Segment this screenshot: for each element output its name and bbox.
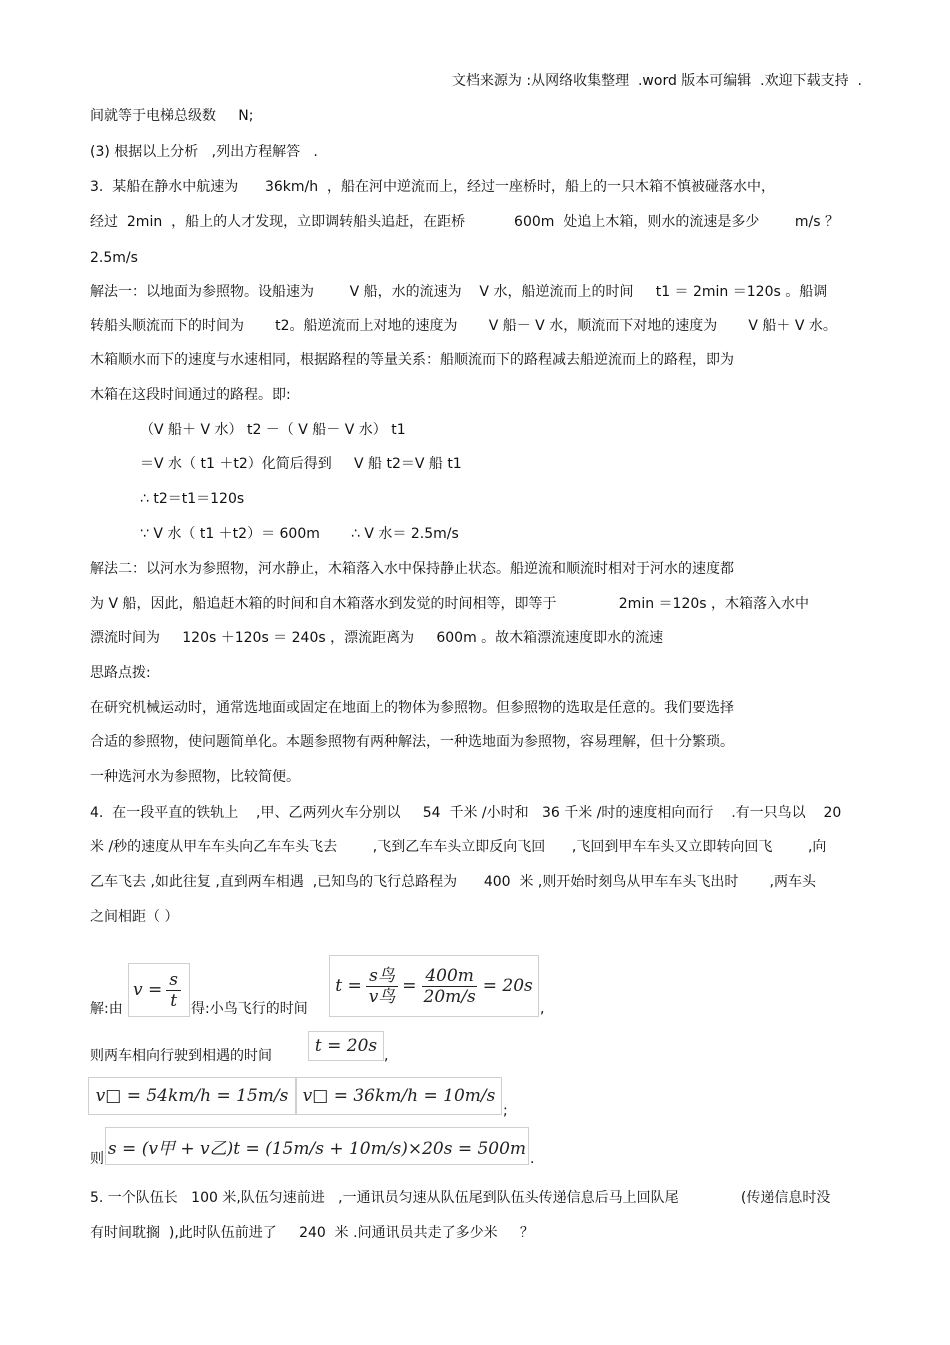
question-3-line: 经过 2min ，船上的人才发现，立即调转船头追赶，在距桥 600m 处追上木箱，则水的流速是多少 m/s ？ bbox=[90, 214, 840, 230]
period: . bbox=[530, 1151, 535, 1167]
comma: , bbox=[540, 1001, 545, 1017]
page-header-source-note: 文档来源为 :从网络收集整理 .word 版本可编辑 .欢迎下载支持 . bbox=[451, 73, 862, 89]
solution-1-line: 转船头顺流而下的时间为 t2。船逆流而上对地的速度为 V 船－ V 水，顺流而下对地的速度为 V 船＋ V 水。 bbox=[90, 318, 837, 334]
semicolon: ; bbox=[503, 1103, 508, 1119]
hint-heading: 思路点拨: bbox=[90, 665, 151, 681]
formula-distance: s = (v甲 + v乙)t = (15m/s + 10m/s)×20s = 500m bbox=[105, 1127, 529, 1165]
solution-4-prefix: 解:由 bbox=[90, 1001, 123, 1017]
question-4-line: 之间相距（ ） bbox=[90, 909, 179, 925]
question-3-line: 3. 某船在静水中航速为 36km/h ，船在河中逆流而上，经过一座桥时，船上的一只木箱不慎被碰落水中， bbox=[90, 179, 776, 195]
equation-line: ∴ t2＝t1＝120s bbox=[140, 491, 245, 507]
question-4-line: 乙车飞去 ,如此往复 ,直到两车相遇 ,已知鸟的飞行总路程为 400 米 ,则开始时刻鸟从甲车车头飞出时 ,两车头 bbox=[90, 874, 816, 890]
formula-meet-time: t = 20s bbox=[308, 1031, 384, 1061]
solution-2-line: 为 V 船，因此，船追赶木箱的时间和自木箱落水到发觉的时间相等，即等于 2min ＝120s ，木箱落入水中 bbox=[90, 596, 810, 612]
question-4-line: 米 /秒的速度从甲车车头向乙车车头飞去 ,飞到乙车车头立即反向飞回 ,飞回到甲车车头又立即转向回飞 ,向 bbox=[90, 839, 827, 855]
equation-line: （V 船＋ V 水） t2 －（ V 船－ V 水） t1 bbox=[140, 422, 406, 438]
equation-line: ∵ V 水（ t1 ＋t2）＝ 600m ∴ V 水＝ 2.5m/s bbox=[140, 526, 459, 542]
solution-2-line: 漂流时间为 120s ＋120s ＝ 240s ，漂流距离为 600m 。故木箱漂流速度即水的流速 bbox=[90, 630, 664, 646]
solution-1-line: 解法一：以地面为参照物。设船速为 V 船，水的流速为 V 水，船逆流而上的时间 t1 ＝ 2min ＝120s 。船调 bbox=[90, 284, 828, 300]
solution-2-line: 解法二：以河水为参照物，河水静止，木箱落入水中保持静止状态。船逆流和顺流时相对于河水的速度都 bbox=[90, 561, 734, 577]
hint-line: 在研究机械运动时，通常选地面或固定在地面上的物体为参照物。但参照物的选取是任意的。我们要选择 bbox=[90, 700, 734, 716]
answer-line: 2.5m/s bbox=[90, 250, 138, 266]
solution-1-line: 木箱在这段时间通过的路程。即: bbox=[90, 387, 291, 403]
formula-train-b-speed: v□ = 36km/h = 10m/s bbox=[296, 1077, 502, 1115]
text-line: 间就等于电梯总级数 N; bbox=[90, 108, 254, 124]
question-5-line: 有时间耽搁 ),此时队伍前进了 240 米 .问通讯员共走了多少米 ？ bbox=[90, 1225, 534, 1241]
then-text: 则 bbox=[90, 1151, 104, 1167]
solution-4-meet-time-text: 则两车相向行驶到相遇的时间 bbox=[90, 1048, 272, 1064]
question-4-line: 4. 在一段平直的铁轨上 ,甲、乙两列火车分别以 54 千米 /小时和 36 千米 /时的速度相向而行 .有一只鸟以 20 bbox=[90, 805, 842, 821]
solution-4-bird-time-text: 得:小鸟飞行的时间 bbox=[191, 1001, 308, 1017]
question-5-line: 5. 一个队伍长 100 米,队伍匀速前进 ,一通讯员匀速从队伍尾到队伍头传递信息后马上回队尾 (传递信息时没 bbox=[90, 1190, 831, 1206]
formula-bird-time: t = $\frac{\text{s鸟}}{\text{v鸟}}$ = $\frac{400m}{20m/s}$ = 20s bbox=[329, 955, 539, 1017]
formula-train-a-speed: v□ = 54km/h = 15m/s bbox=[88, 1077, 296, 1115]
formula-velocity-definition: v = $\frac{s}{t}$ bbox=[128, 963, 190, 1017]
hint-line: 一种选河水为参照物，比较简便。 bbox=[90, 769, 300, 785]
comma: , bbox=[384, 1048, 389, 1064]
hint-line: 合适的参照物，使问题简单化。本题参照物有两种解法，一种选地面为参照物，容易理解，但十分繁琐。 bbox=[90, 734, 734, 750]
equation-line: ＝V 水（ t1 ＋t2）化简后得到 V 船 t2＝V 船 t1 bbox=[140, 456, 462, 472]
text-line: (3) 根据以上分析 ,列出方程解答 . bbox=[90, 144, 318, 160]
solution-1-line: 木箱顺水而下的速度与水速相同，根据路程的等量关系：船顺流而下的路程减去船逆流而上的路程，即为 bbox=[90, 352, 734, 368]
